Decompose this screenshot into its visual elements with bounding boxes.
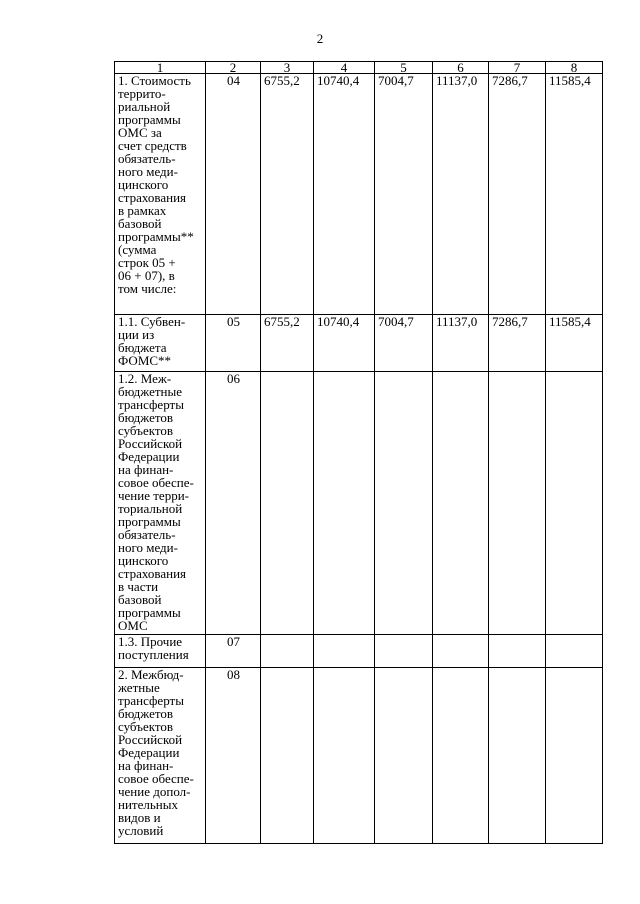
value-cell: [489, 668, 546, 844]
column-header: 8: [546, 62, 603, 74]
row-name-cell: 1. Стоимость террито- риальной программы ОМС за счет средств обязатель- ного меди- цинского страхования в рамках базовой программы** (сумма строк 05 + 06 + 07), в том числе:: [115, 74, 206, 315]
row-name-cell: 1.3. Прочие поступления: [115, 635, 206, 668]
value-cell: [489, 372, 546, 635]
value-cell: [375, 668, 433, 844]
value-cell: [261, 372, 314, 635]
column-header: 1: [115, 62, 206, 74]
value-cell: [261, 668, 314, 844]
value-cell: 11585,4: [546, 74, 603, 315]
value-cell: [314, 372, 375, 635]
row-name-cell: 2. Межбюд- жетные трансферты бюджетов субъектов Российской Федерации на финан- совое обеспе- чение допол- нительных видов и условий: [115, 668, 206, 844]
value-cell: [489, 635, 546, 668]
value-cell: 7004,7: [375, 74, 433, 315]
row-code-cell: 04: [206, 74, 261, 315]
row-code-cell: 06: [206, 372, 261, 635]
page-number: 2: [316, 31, 324, 46]
column-header: 7: [489, 62, 546, 74]
table-header-row: [115, 62, 603, 74]
table-row: [115, 668, 603, 844]
value-cell: 6755,2: [261, 74, 314, 315]
value-cell: [314, 668, 375, 844]
financing-table: [114, 61, 603, 844]
value-cell: 10740,4: [314, 74, 375, 315]
value-cell: [314, 635, 375, 668]
row-code-cell: 07: [206, 635, 261, 668]
column-header: 6: [433, 62, 489, 74]
value-cell: 6755,2: [261, 315, 314, 372]
value-cell: 10740,4: [314, 315, 375, 372]
value-cell: [546, 635, 603, 668]
column-header: 4: [314, 62, 375, 74]
value-cell: 11137,0: [433, 315, 489, 372]
table-row: [115, 635, 603, 668]
value-cell: 7286,7: [489, 315, 546, 372]
table-row: [115, 315, 603, 372]
value-cell: 11585,4: [546, 315, 603, 372]
value-cell: [375, 372, 433, 635]
value-cell: 7004,7: [375, 315, 433, 372]
value-cell: [433, 372, 489, 635]
column-header: 5: [375, 62, 433, 74]
column-header: 3: [261, 62, 314, 74]
table-row: [115, 74, 603, 315]
table-row: [115, 372, 603, 635]
value-cell: 11137,0: [433, 74, 489, 315]
value-cell: [433, 668, 489, 844]
row-name-cell: 1.2. Меж- бюджетные трансферты бюджетов субъектов Российской Федерации на финан- совое обеспе- чение терри- ториальной программы обязатель- ного меди- цинского страхования в части базовой программы ОМС: [115, 372, 206, 635]
column-header: 2: [206, 62, 261, 74]
row-code-cell: 05: [206, 315, 261, 372]
value-cell: [433, 635, 489, 668]
value-cell: [546, 668, 603, 844]
value-cell: [546, 372, 603, 635]
value-cell: [375, 635, 433, 668]
value-cell: 7286,7: [489, 74, 546, 315]
row-code-cell: 08: [206, 668, 261, 844]
value-cell: [261, 635, 314, 668]
row-name-cell: 1.1. Субвен- ции из бюджета ФОМС**: [115, 315, 206, 372]
